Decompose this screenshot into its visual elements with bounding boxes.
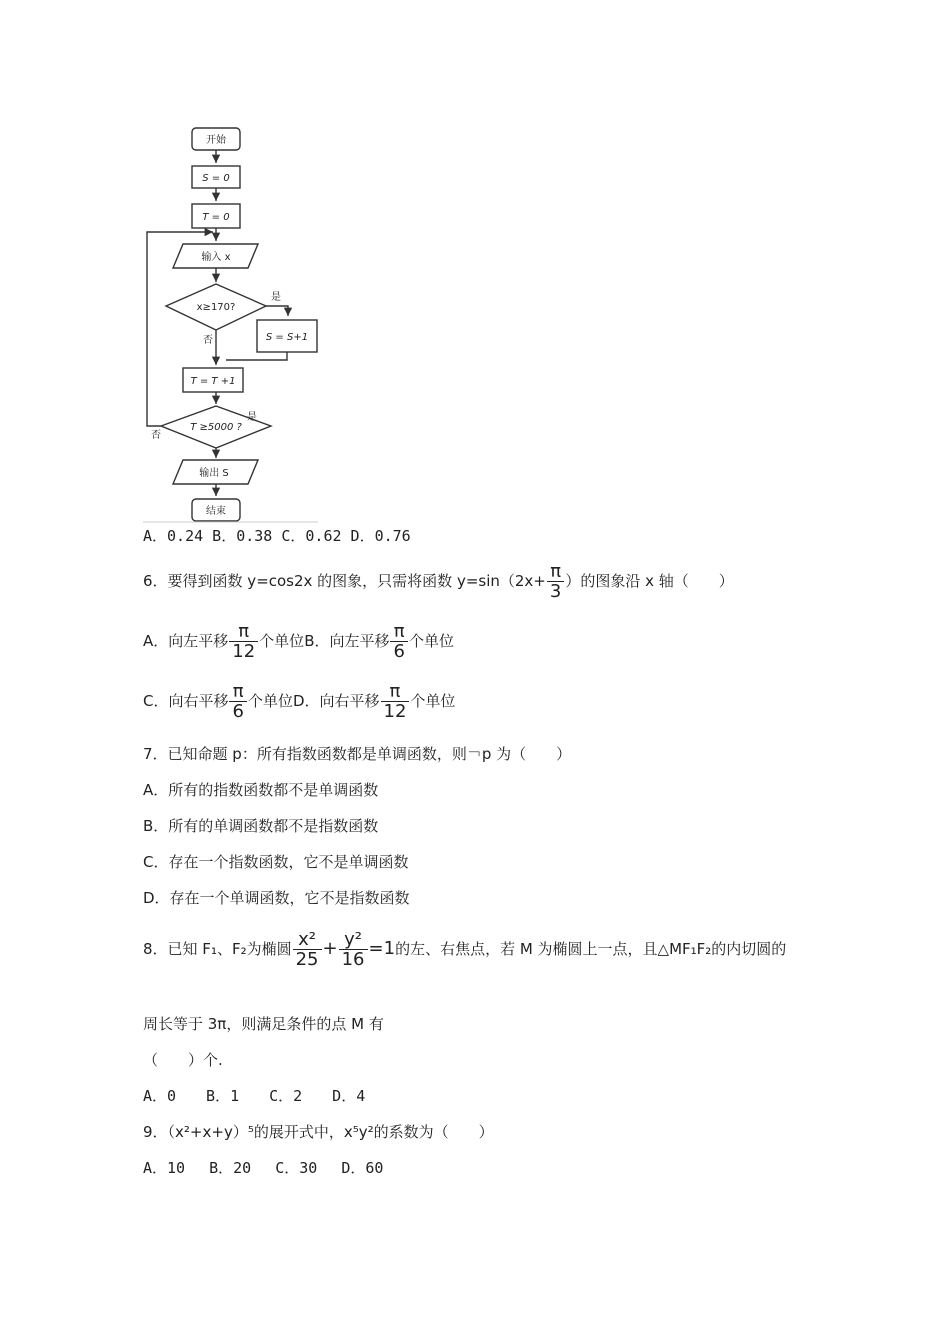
q6-option-c-fraction <box>229 682 246 721</box>
no1-label: 否 <box>203 335 213 346</box>
fraction-denominator: 3 <box>547 581 564 601</box>
q6-options-cd <box>143 682 455 721</box>
s-init-label: S = 0 <box>202 173 230 184</box>
q8-plus: + <box>322 938 338 959</box>
t-init-label: T = 0 <box>202 212 230 223</box>
cond1-label: x≥170? <box>196 302 236 313</box>
q6-option-b-suffix: 个单位 <box>408 632 454 650</box>
q8-stem-suffix: 的左、右焦点，若 M 为椭圆上一点，且△MF₁F₂的内切圆的 <box>395 940 787 958</box>
fraction-denominator: 6 <box>229 701 246 721</box>
end-label: 结束 <box>206 506 226 517</box>
cond2-label: T ≥5000 ? <box>190 422 242 433</box>
q5-options: A．0.24 B．0.38 C．0.62 D．0.76 <box>143 527 411 545</box>
q9-options: A．10 B．20 C．30 D．60 <box>143 1159 384 1177</box>
q6-options-ab <box>143 622 454 661</box>
fraction-numerator: π <box>389 681 401 702</box>
q6-option-a-suffix: 个单位 <box>259 632 305 650</box>
q7-option-a: A．所有的指数函数都不是单调函数 <box>143 781 379 799</box>
q6-option-d-fraction <box>381 682 410 721</box>
q8-y-fraction <box>339 930 368 969</box>
fraction-numerator: x² <box>298 929 316 950</box>
q8-line3: （ ）个. <box>143 1051 223 1069</box>
yes1-label: 是 <box>271 292 281 303</box>
q6-option-c-prefix: C．向右平移 <box>143 692 229 710</box>
q7-option-b: B．所有的单调函数都不是指数函数 <box>143 817 379 835</box>
fraction-denominator: 25 <box>293 949 322 969</box>
fraction-denominator: 6 <box>390 641 407 661</box>
fraction-numerator: π <box>393 621 405 642</box>
q6-option-c-suffix: 个单位 <box>247 692 293 710</box>
s-inc-label: S = S+1 <box>265 332 309 343</box>
q6-option-b-prefix: B．向左平移 <box>304 632 390 650</box>
fraction-numerator: π <box>238 621 250 642</box>
q7-option-c: C．存在一个指数函数，它不是单调函数 <box>143 853 409 871</box>
input-label: 输入 x <box>201 252 231 263</box>
fraction-denominator: 16 <box>339 949 368 969</box>
fraction-numerator: π <box>232 681 244 702</box>
start-label: 开始 <box>206 135 226 146</box>
q6-stem-before: 6．要得到函数 y=cos2x 的图象，只需将函数 y=sin（2x+ <box>143 572 546 590</box>
q6-stem <box>143 562 734 601</box>
q6-stem-after: ）的图象沿 x 轴（ ） <box>565 572 734 590</box>
q6-stem-fraction <box>547 562 564 601</box>
q8-stem <box>143 930 786 969</box>
fraction-denominator: 12 <box>381 701 410 721</box>
no2-label: 否 <box>151 430 161 441</box>
q8-line2: 周长等于 3π，则满足条件的点 M 有 <box>143 1015 384 1033</box>
q9-stem: 9．（x²+x+y）⁵的展开式中，x⁵y²的系数为（ ） <box>143 1123 494 1141</box>
q6-option-a-fraction <box>229 622 258 661</box>
q7-option-d: D．存在一个单调函数，它不是指数函数 <box>143 889 410 907</box>
fraction-denominator: 12 <box>229 641 258 661</box>
q6-option-d-suffix: 个单位 <box>410 692 456 710</box>
flowchart <box>130 120 330 530</box>
q6-option-d-prefix: D．向右平移 <box>292 692 380 710</box>
q7-stem: 7．已知命题 p：所有指数函数都是单调函数，则￢p 为（ ） <box>143 745 572 763</box>
output-label: 输出 S <box>199 468 229 479</box>
q6-option-a-prefix: A．向左平移 <box>143 632 229 650</box>
q8-stem-prefix: 8．已知 F₁、F₂为椭圆 <box>143 940 292 958</box>
fraction-numerator: π <box>550 561 562 582</box>
t-inc-label: T = T +1 <box>190 376 236 387</box>
q8-options: A．0 B．1 C．2 D．4 <box>143 1087 366 1105</box>
yes2-label: 是 <box>247 412 257 423</box>
q6-option-b-fraction <box>390 622 407 661</box>
q8-equals: =1 <box>368 938 396 959</box>
fraction-numerator: y² <box>344 929 362 950</box>
q8-x-fraction <box>293 930 322 969</box>
